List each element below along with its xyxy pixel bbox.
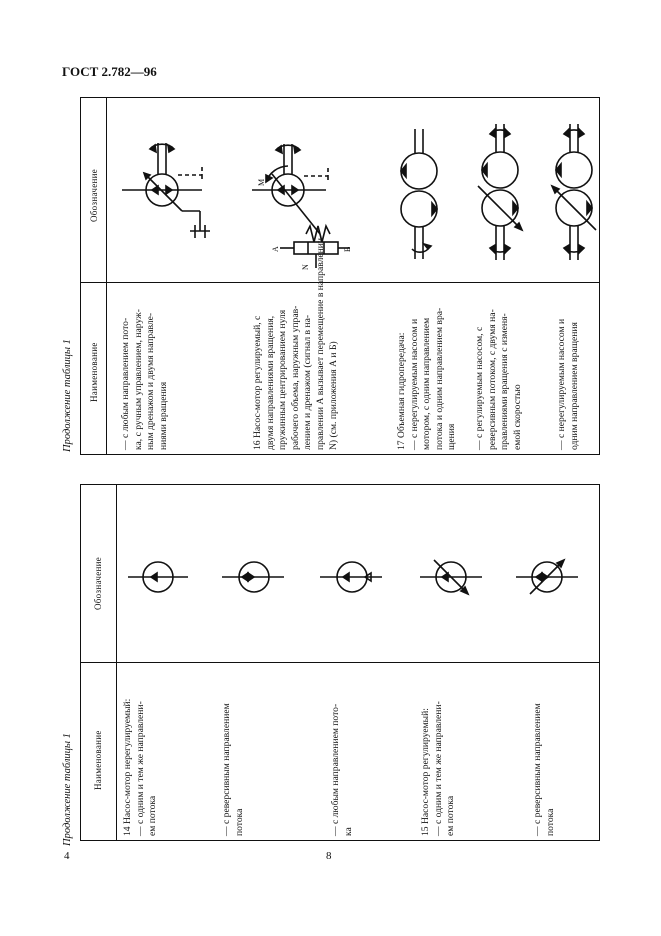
label-n: N	[301, 264, 310, 270]
pump-motor-any-direction-symbol	[320, 555, 382, 599]
page-number-right: 8	[326, 850, 332, 862]
left-col-symbol-header: Обозначение	[93, 556, 103, 610]
right-row-5-text: — с нерегулируемым насосом и одним направлением вращения	[556, 318, 580, 450]
left-row-3-text: — с любым направлением пото- ка	[330, 703, 354, 836]
left-col-name-header: Наименование	[93, 730, 103, 790]
pump-motor-manual-control-symbol	[120, 135, 214, 243]
left-column-divider	[80, 662, 600, 663]
pump-motor-reversible-symbol	[222, 555, 284, 599]
left-continuation-caption: Продолжение таблицы 1	[62, 733, 73, 846]
right-col-symbol-header: Обозначение	[89, 168, 99, 222]
left-row-2-text: — с реверсивным направлением потока	[221, 703, 245, 836]
right-row-1-text: — с любым направлением пото- ка, с ручным управлением, наруж- ным дренажом и двумя направле- ниями вращения	[120, 309, 169, 450]
document-header: ГОСТ 2.782—96	[62, 64, 157, 79]
right-row-3-text: 17 Объемная гидропередача: — с нерегулируемым насосом и мотором, с одним направлением потока и одним направлением вра- щения	[396, 307, 458, 450]
variable-pump-motor-unidirectional-symbol	[420, 550, 482, 604]
hydrostatic-transmission-variable-pump-symbol	[546, 120, 608, 270]
right-continuation-caption: Продолжение таблицы 1	[62, 339, 73, 452]
pump-motor-unidirectional-symbol	[128, 555, 188, 599]
label-b: B	[343, 246, 352, 252]
right-row-2-text: 16 Насос-мотор регулируемый, с двумя направлениями вращения, пружинным центрированием нуля рабочего объема, наружным управ- лением и дренажом (сигнал в на- правлении А вызывает перемещение в направлении N) (см. приложения А и Б)	[252, 237, 339, 450]
hydrostatic-transmission-fixed-symbol	[392, 125, 446, 265]
left-row-5-text: — с реверсивным направлением потока	[532, 703, 556, 836]
hydrostatic-transmission-variable-symbol	[470, 120, 532, 270]
right-col-name-header: Наименование	[89, 342, 99, 402]
left-row-1-text: 14 Насос-мотор нерегулируемый: — с одним и тем же направлени- ем потока	[122, 698, 159, 836]
pump-motor-spring-centered-symbol	[250, 140, 350, 275]
label-m: M	[257, 178, 266, 186]
right-row-4-text: — с регулируемым насосом, с реверсивным потоком, с двумя на- правлениями вращения с изменя- емой скоростью	[474, 309, 523, 450]
right-header-divider	[106, 97, 107, 455]
variable-pump-motor-reversible-symbol	[516, 550, 578, 604]
label-a: A	[271, 246, 280, 252]
page-number-left: 4	[64, 850, 70, 862]
left-row-4-text: 15 Насос-мотор регулируемый: — с одним и тем же направлени- ем потока	[420, 701, 457, 836]
